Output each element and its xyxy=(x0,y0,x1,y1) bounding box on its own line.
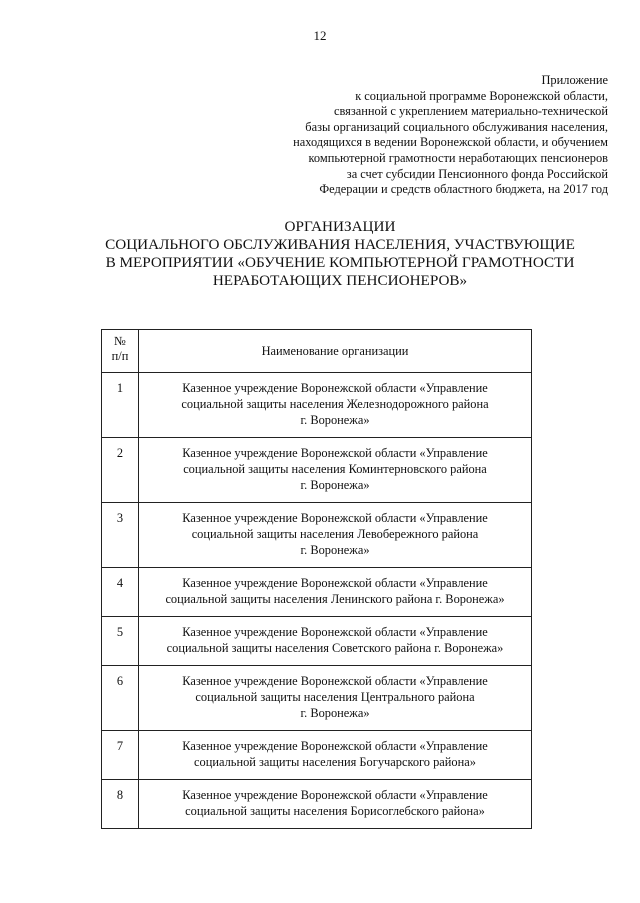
organization-name-line: социальной защиты населения Ленинского района г. Воронежа» xyxy=(165,592,505,606)
page-number: 12 xyxy=(313,28,327,43)
table-row xyxy=(102,731,532,780)
organization-name-line: социальной защиты населения Коминтерновского района xyxy=(183,462,487,476)
appendix-line: компьютерной грамотности неработающих пенсионеров xyxy=(308,150,608,165)
organization-name-line: социальной защиты населения Левобережного района xyxy=(191,527,479,541)
title-line: ОРГАНИЗАЦИИ xyxy=(284,218,396,235)
row-number: 5 xyxy=(102,617,139,666)
appendix-line: Приложение xyxy=(541,73,608,87)
title-line: СОЦИАЛЬНОГО ОБСЛУЖИВАНИЯ НАСЕЛЕНИЯ, УЧАСТВУЮЩИЕ xyxy=(105,236,575,253)
organization-name-line: Казенное учреждение Воронежской области «Управление xyxy=(182,674,488,688)
organization-name-line: Казенное учреждение Воронежской области «Управление xyxy=(182,576,488,590)
appendix-line: за счет субсидии Пенсионного фонда Российской xyxy=(346,166,608,181)
organization-name-line: Казенное учреждение Воронежской области «Управление xyxy=(182,381,488,395)
title-line: В МЕРОПРИЯТИИ «ОБУЧЕНИЕ КОМПЬЮТЕРНОЙ ГРАМОТНОСТИ xyxy=(105,254,575,271)
document-title xyxy=(60,218,620,290)
row-number: 7 xyxy=(102,731,139,780)
organization-name-line: Казенное учреждение Воронежской области «Управление xyxy=(182,788,488,802)
organization-name xyxy=(139,438,532,503)
organization-name-line: социальной защиты населения Железнодорожного района xyxy=(181,397,489,411)
organization-name-line: г. Воронежа» xyxy=(300,413,370,427)
header-number-abbr: п/п xyxy=(111,349,129,363)
organization-name xyxy=(139,503,532,568)
appendix-line: Федерации и средств областного бюджета, на 2017 год xyxy=(319,182,608,197)
organization-name xyxy=(139,373,532,438)
row-number: 6 xyxy=(102,666,139,731)
organization-name-line: социальной защиты населения Богучарского района» xyxy=(194,755,476,769)
row-number: 2 xyxy=(102,438,139,503)
organization-name-line: г. Воронежа» xyxy=(300,478,370,492)
appendix-note xyxy=(188,73,608,198)
organization-name-line: г. Воронежа» xyxy=(300,706,370,720)
table-row xyxy=(102,666,532,731)
organization-name-line: Казенное учреждение Воронежской области «Управление xyxy=(182,739,488,753)
organization-name-line: социальной защиты населения Центрального района xyxy=(195,690,475,704)
appendix-line: к социальной программе Воронежской области, xyxy=(355,88,608,103)
organization-name xyxy=(139,617,532,666)
row-number: 8 xyxy=(102,780,139,829)
table-row xyxy=(102,503,532,568)
organization-name xyxy=(139,731,532,780)
appendix-line: базы организаций социального обслуживания населения, xyxy=(305,119,608,134)
row-number: 3 xyxy=(102,503,139,568)
organization-name-line: социальной защиты населения Борисоглебского района» xyxy=(185,804,485,818)
header-organization-name: Наименование организации xyxy=(139,330,532,373)
appendix-line: находящихся в ведении Воронежской области, и обучением xyxy=(293,135,608,150)
organization-name-line: Казенное учреждение Воронежской области «Управление xyxy=(182,511,488,525)
table-row xyxy=(102,568,532,617)
table-header-row xyxy=(102,330,532,373)
table-row xyxy=(102,373,532,438)
organization-name-line: Казенное учреждение Воронежской области «Управление xyxy=(182,446,488,460)
header-number-symbol: № xyxy=(114,334,126,348)
title-line: НЕРАБОТАЮЩИХ ПЕНСИОНЕРОВ» xyxy=(212,272,468,289)
organization-name xyxy=(139,780,532,829)
organization-name-line: г. Воронежа» xyxy=(300,543,370,557)
organizations-table xyxy=(101,329,532,829)
appendix-line: связанной с укреплением материально-технической xyxy=(333,104,608,119)
organization-name xyxy=(139,568,532,617)
table-row xyxy=(102,438,532,503)
table-row xyxy=(102,780,532,829)
organization-name-line: социальной защиты населения Советского района г. Воронежа» xyxy=(166,641,504,655)
row-number: 4 xyxy=(102,568,139,617)
row-number: 1 xyxy=(102,373,139,438)
table-row xyxy=(102,617,532,666)
organization-name-line: Казенное учреждение Воронежской области «Управление xyxy=(182,625,488,639)
header-number xyxy=(102,330,139,373)
organization-name xyxy=(139,666,532,731)
